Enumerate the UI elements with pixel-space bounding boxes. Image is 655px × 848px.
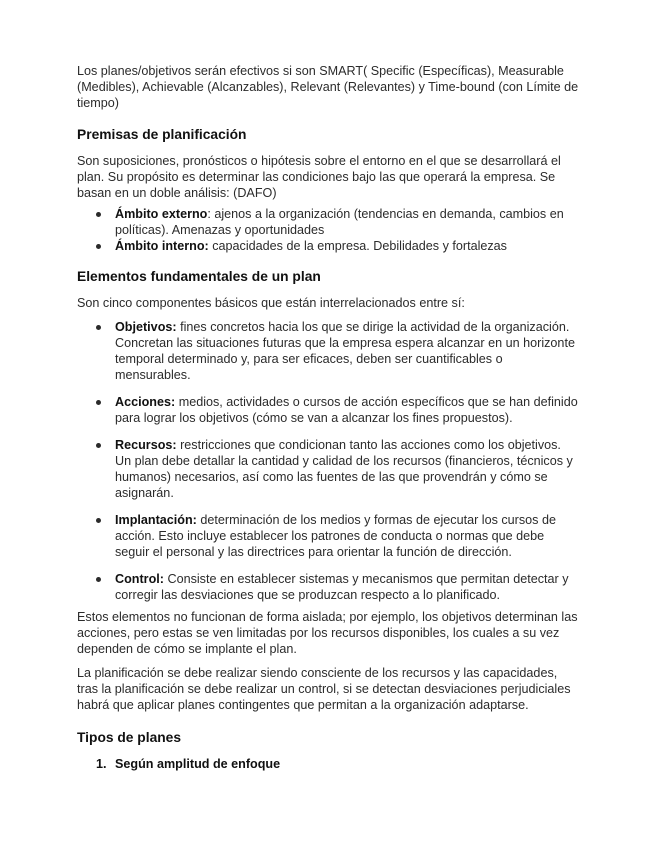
item-number: 1. (96, 757, 107, 771)
premisas-paragraph: Son suposiciones, pronósticos o hipótesis sobre el entorno en el que se desarrollará el plan. Su propósito es determinar las condiciones bajo las que operará la empresa. Se basan en un doble análisis: (DAFO) (77, 154, 561, 200)
item-term: Ámbito externo (115, 207, 208, 221)
item-text: capacidades de la empresa. Debilidades y fortalezas (208, 239, 507, 253)
item-text: Consiste en establecer sistemas y mecanismos que permitan detectar y corregir las desviaciones que se produzcan respecto a lo planificado. (115, 572, 569, 602)
item-text: determinación de los medios y formas de ejecutar los cursos de acción. Esto incluye establecer los patrones de conducta o normas que debe seguir el personal y las directrices para orientar la función de dirección. (115, 513, 556, 559)
item-heading: Según amplitud de enfoque (115, 757, 281, 771)
item-term: Recursos: (115, 438, 177, 452)
list-item (77, 437, 579, 501)
item-term: Ámbito interno: (115, 239, 209, 253)
elementos-paragraph: Son cinco componentes básicos que están interrelacionados entre sí: (77, 296, 465, 310)
elementos-list (77, 319, 579, 603)
tipos-list (77, 756, 579, 772)
list-item (77, 238, 579, 254)
list-item (77, 319, 579, 383)
premisas-list (77, 206, 579, 254)
item-term: Implantación: (115, 513, 197, 527)
item-term: Objetivos: (115, 320, 177, 334)
list-item (77, 206, 579, 238)
intro-paragraph: Los planes/objetivos serán efectivos si son SMART( Specific (Específicas), Measurable (Medibles), Achievable (Alcanzables), Relevant (Relevantes) y Time-bound (con Límite de tiempo) (77, 64, 579, 110)
item-text: restricciones que condicionan tanto las acciones como los objetivos. Un plan debe detallar la cantidad y calidad de los recursos (financieros, técnicos y humanos) necesarios, así como las fuentes de las que provendrán y cómo se asignarán. (115, 438, 573, 500)
item-text: medios, actividades o cursos de acción específicos que se han definido para lograr los objetivos (cómo se van a alcanzar los fines propuestos). (115, 395, 578, 425)
list-item (77, 571, 579, 603)
elementos-paragraph-3: La planificación se debe realizar siendo consciente de los recursos y las capacidades, tras la planificación se debe realizar un control, si se detectan desviaciones perjudiciales habrá que aplicar planes contingentes que permitan a la organización adaptarse. (77, 666, 571, 712)
elementos-heading: Elementos fundamentales de un plan (77, 269, 321, 284)
list-item (77, 394, 579, 426)
item-text: fines concretos hacia los que se dirige la actividad de la organización. Concretan las situaciones futuras que la empresa espera alcanzar en un horizonte temporal determinado y, para ser eficaces, deben ser cuantificables o mensurables. (115, 320, 575, 382)
list-item (77, 512, 579, 560)
item-term: Control: (115, 572, 164, 586)
premisas-heading: Premisas de planificación (77, 127, 247, 142)
item-term: Acciones: (115, 395, 176, 409)
item-text: : ajenos a la organización (tendencias en demanda, cambios en políticas). Amenazas y oportunidades (115, 207, 564, 237)
list-item (77, 756, 579, 772)
elementos-paragraph-2: Estos elementos no funcionan de forma aislada; por ejemplo, los objetivos determinan las acciones, pero estas se ven limitadas por los recursos disponibles, los cuales a su vez dependen de cómo se implante el plan. (77, 610, 578, 656)
tipos-heading: Tipos de planes (77, 730, 182, 745)
